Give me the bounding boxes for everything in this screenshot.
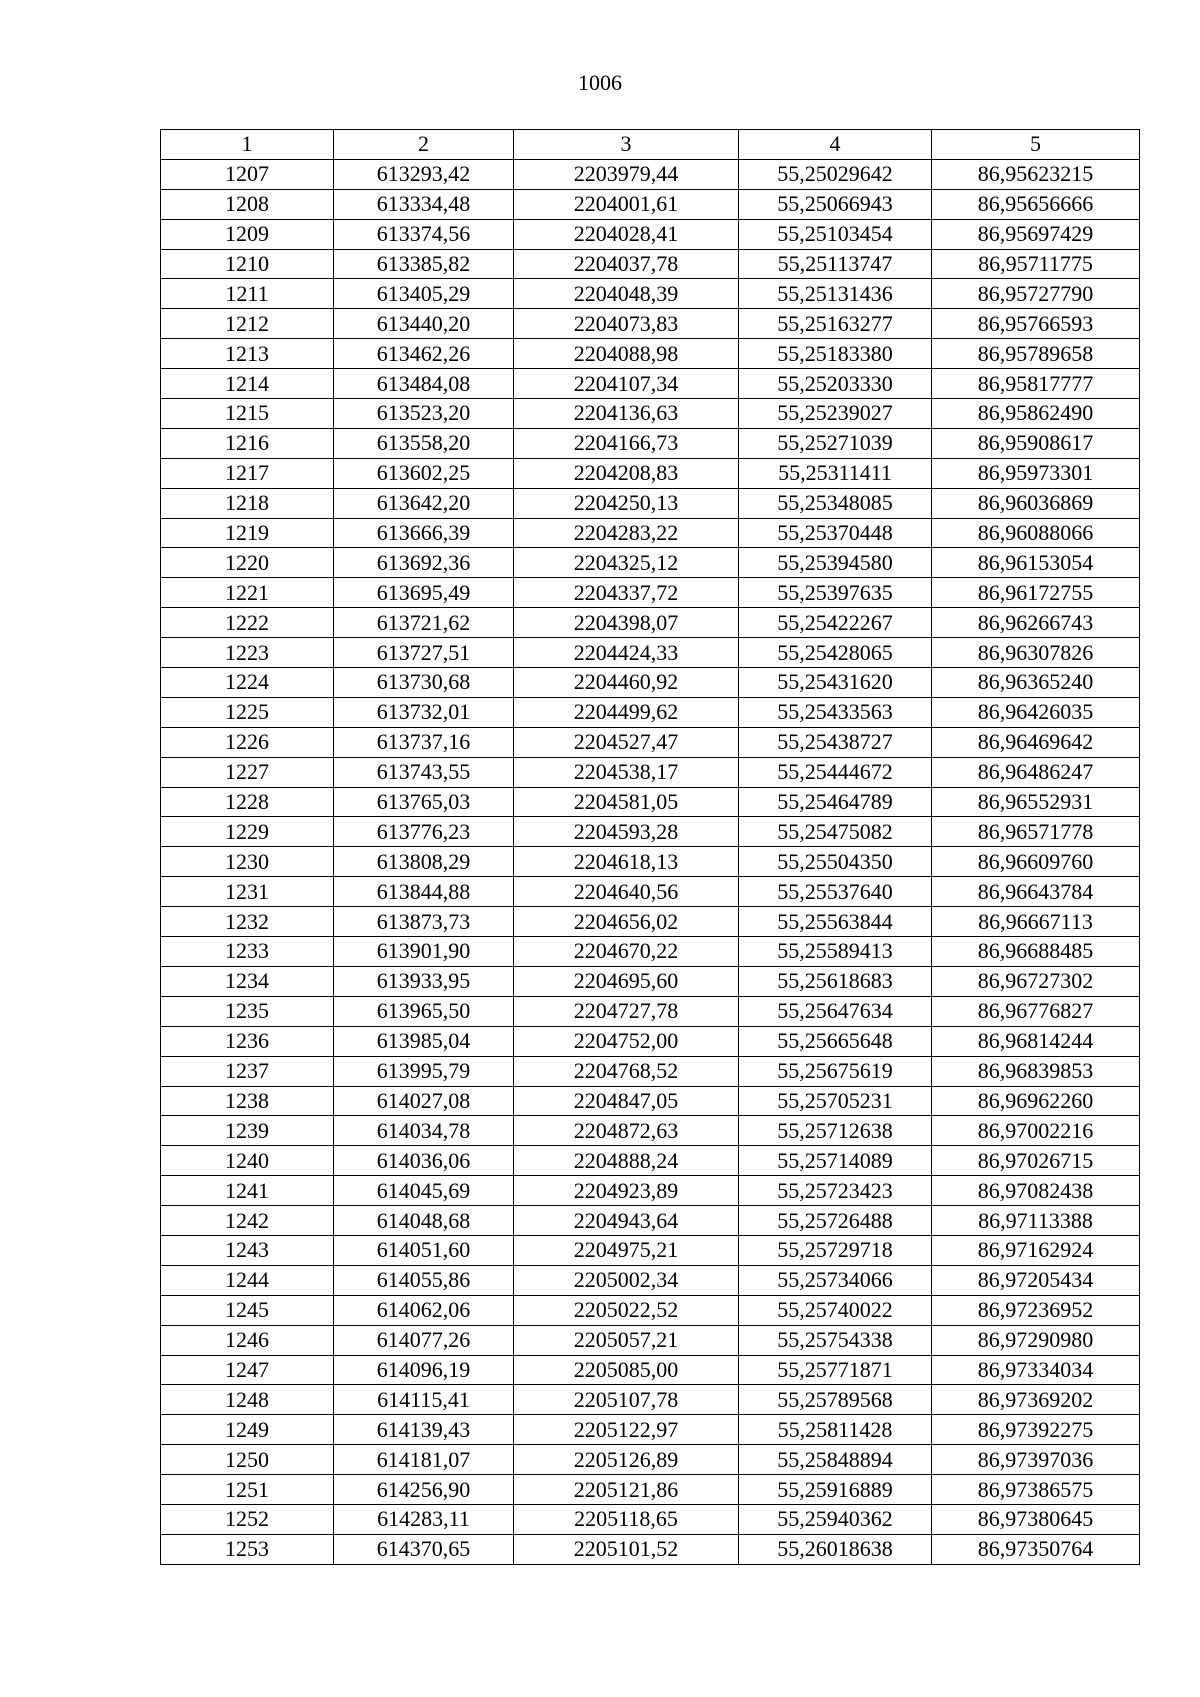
table-cell-col-3: 2204695,60 — [514, 966, 739, 996]
table-cell-col-1: 1211 — [161, 279, 334, 309]
table-cell-col-5: 86,97397036 — [932, 1445, 1140, 1475]
table-cell-col-4: 55,25271039 — [739, 428, 932, 458]
table-cell-col-5: 86,97026715 — [932, 1146, 1140, 1176]
table-cell-col-3: 2204166,73 — [514, 428, 739, 458]
table-cell-col-1: 1226 — [161, 727, 334, 757]
table-cell-col-5: 86,97350764 — [932, 1534, 1140, 1564]
table-cell-col-3: 2205085,00 — [514, 1355, 739, 1385]
table-cell-col-2: 613405,29 — [334, 279, 514, 309]
table-cell-col-3: 2205101,52 — [514, 1534, 739, 1564]
table-row — [161, 1355, 1140, 1385]
table-cell-col-5: 86,97334034 — [932, 1355, 1140, 1385]
table-cell-col-2: 614096,19 — [334, 1355, 514, 1385]
table-cell-col-2: 614283,11 — [334, 1504, 514, 1534]
table-cell-col-2: 614051,60 — [334, 1235, 514, 1265]
table-row — [161, 1475, 1140, 1505]
table-row — [161, 339, 1140, 369]
table-cell-col-3: 2204975,21 — [514, 1235, 739, 1265]
column-header-5: 5 — [932, 130, 1140, 160]
table-cell-col-5: 86,97082438 — [932, 1176, 1140, 1206]
table-cell-col-2: 613732,01 — [334, 697, 514, 727]
table-cell-col-3: 2205118,65 — [514, 1504, 739, 1534]
table-cell-col-4: 55,25665648 — [739, 1026, 932, 1056]
table-cell-col-2: 613985,04 — [334, 1026, 514, 1056]
table-cell-col-5: 86,96486247 — [932, 757, 1140, 787]
table-cell-col-2: 613765,03 — [334, 787, 514, 817]
table-cell-col-1: 1236 — [161, 1026, 334, 1056]
table-cell-col-2: 613334,48 — [334, 189, 514, 219]
table-cell-col-5: 86,96814244 — [932, 1026, 1140, 1056]
table-cell-col-5: 86,95817777 — [932, 369, 1140, 399]
table-cell-col-1: 1245 — [161, 1295, 334, 1325]
table-cell-col-5: 86,96643784 — [932, 877, 1140, 907]
table-cell-col-1: 1224 — [161, 668, 334, 698]
table-row — [161, 1415, 1140, 1445]
table-cell-col-1: 1208 — [161, 189, 334, 219]
table-row — [161, 458, 1140, 488]
table-cell-col-4: 55,25729718 — [739, 1235, 932, 1265]
table-row — [161, 937, 1140, 967]
table-cell-col-3: 2204424,33 — [514, 638, 739, 668]
table-cell-col-4: 55,25589413 — [739, 937, 932, 967]
table-cell-col-1: 1223 — [161, 638, 334, 668]
table-row — [161, 697, 1140, 727]
table-cell-col-5: 86,96688485 — [932, 937, 1140, 967]
table-cell-col-1: 1237 — [161, 1056, 334, 1086]
table-cell-col-2: 613523,20 — [334, 399, 514, 429]
table-cell-col-1: 1217 — [161, 458, 334, 488]
table-cell-col-3: 2205107,78 — [514, 1385, 739, 1415]
table-cell-col-5: 86,96962260 — [932, 1086, 1140, 1116]
column-header-2: 2 — [334, 130, 514, 160]
table-cell-col-3: 2204107,34 — [514, 369, 739, 399]
table-cell-col-2: 614181,07 — [334, 1445, 514, 1475]
table-cell-col-1: 1243 — [161, 1235, 334, 1265]
table-cell-col-2: 613808,29 — [334, 847, 514, 877]
table-cell-col-1: 1220 — [161, 548, 334, 578]
table-cell-col-2: 613965,50 — [334, 996, 514, 1026]
table-cell-col-5: 86,96469642 — [932, 727, 1140, 757]
table-cell-col-4: 55,25712638 — [739, 1116, 932, 1146]
table-cell-col-4: 55,25066943 — [739, 189, 932, 219]
table-row — [161, 1295, 1140, 1325]
table-row — [161, 966, 1140, 996]
table-cell-col-1: 1231 — [161, 877, 334, 907]
table-cell-col-1: 1214 — [161, 369, 334, 399]
table-row — [161, 1325, 1140, 1355]
table-cell-col-1: 1229 — [161, 817, 334, 847]
table-row — [161, 996, 1140, 1026]
table-cell-col-4: 55,25183380 — [739, 339, 932, 369]
table-cell-col-4: 55,25740022 — [739, 1295, 932, 1325]
table-cell-col-5: 86,95623215 — [932, 159, 1140, 189]
table-cell-col-2: 614034,78 — [334, 1116, 514, 1146]
table-cell-col-2: 613776,23 — [334, 817, 514, 847]
table-body — [161, 159, 1140, 1564]
table-row — [161, 608, 1140, 638]
table-cell-col-1: 1228 — [161, 787, 334, 817]
table-cell-col-1: 1222 — [161, 608, 334, 638]
table-cell-col-1: 1240 — [161, 1146, 334, 1176]
table-row — [161, 189, 1140, 219]
table-cell-col-2: 614115,41 — [334, 1385, 514, 1415]
table-cell-col-3: 2204048,39 — [514, 279, 739, 309]
table-cell-col-1: 1221 — [161, 578, 334, 608]
table-cell-col-4: 55,25563844 — [739, 907, 932, 937]
table-cell-col-4: 55,25940362 — [739, 1504, 932, 1534]
table-cell-col-3: 2205121,86 — [514, 1475, 739, 1505]
table-cell-col-4: 55,25397635 — [739, 578, 932, 608]
table-cell-col-1: 1210 — [161, 249, 334, 279]
table-cell-col-5: 86,96266743 — [932, 608, 1140, 638]
table-cell-col-3: 2204283,22 — [514, 518, 739, 548]
table-cell-col-2: 613462,26 — [334, 339, 514, 369]
table-cell-col-3: 2205122,97 — [514, 1415, 739, 1445]
table-cell-col-3: 2204250,13 — [514, 488, 739, 518]
table-cell-col-3: 2204028,41 — [514, 219, 739, 249]
table-cell-col-5: 86,96153054 — [932, 548, 1140, 578]
table-cell-col-4: 55,25726488 — [739, 1206, 932, 1236]
table-cell-col-3: 2204923,89 — [514, 1176, 739, 1206]
table-cell-col-5: 86,96426035 — [932, 697, 1140, 727]
table-cell-col-4: 55,25475082 — [739, 817, 932, 847]
column-header-1: 1 — [161, 130, 334, 160]
table-cell-col-4: 55,25103454 — [739, 219, 932, 249]
table-cell-col-2: 614027,08 — [334, 1086, 514, 1116]
table-row — [161, 249, 1140, 279]
table-cell-col-5: 86,95908617 — [932, 428, 1140, 458]
table-cell-col-3: 2204337,72 — [514, 578, 739, 608]
table-cell-col-5: 86,96172755 — [932, 578, 1140, 608]
table-row — [161, 428, 1140, 458]
table-cell-col-4: 55,25444672 — [739, 757, 932, 787]
table-header-row — [161, 130, 1140, 160]
table-cell-col-2: 613995,79 — [334, 1056, 514, 1086]
table-cell-col-2: 614139,43 — [334, 1415, 514, 1445]
table-cell-col-5: 86,96088066 — [932, 518, 1140, 548]
table-cell-col-5: 86,96307826 — [932, 638, 1140, 668]
table-cell-col-5: 86,96839853 — [932, 1056, 1140, 1086]
table-cell-col-4: 55,25723423 — [739, 1176, 932, 1206]
table-row — [161, 727, 1140, 757]
table-cell-col-2: 613873,73 — [334, 907, 514, 937]
table-cell-col-4: 55,25370448 — [739, 518, 932, 548]
table-cell-col-5: 86,96609760 — [932, 847, 1140, 877]
table-cell-col-2: 613901,90 — [334, 937, 514, 967]
page-number: 1006 — [578, 70, 622, 95]
table-cell-col-5: 86,95766593 — [932, 309, 1140, 339]
table-cell-col-1: 1252 — [161, 1504, 334, 1534]
table-row — [161, 488, 1140, 518]
table-row — [161, 399, 1140, 429]
table-cell-col-2: 613440,20 — [334, 309, 514, 339]
table-cell-col-5: 86,97236952 — [932, 1295, 1140, 1325]
table-cell-col-5: 86,96667113 — [932, 907, 1140, 937]
table-cell-col-2: 613844,88 — [334, 877, 514, 907]
table-cell-col-1: 1225 — [161, 697, 334, 727]
table-cell-col-3: 2204847,05 — [514, 1086, 739, 1116]
table-row — [161, 757, 1140, 787]
table-cell-col-1: 1238 — [161, 1086, 334, 1116]
table-cell-col-5: 86,95697429 — [932, 219, 1140, 249]
table-cell-col-4: 55,25438727 — [739, 727, 932, 757]
column-header-4: 4 — [739, 130, 932, 160]
table-cell-col-4: 55,25504350 — [739, 847, 932, 877]
table-cell-col-4: 55,25811428 — [739, 1415, 932, 1445]
table-cell-col-5: 86,96571778 — [932, 817, 1140, 847]
table-cell-col-3: 2204656,02 — [514, 907, 739, 937]
table-cell-col-3: 2204088,98 — [514, 339, 739, 369]
table-cell-col-5: 86,97392275 — [932, 1415, 1140, 1445]
table-cell-col-2: 614077,26 — [334, 1325, 514, 1355]
table-cell-col-2: 613385,82 — [334, 249, 514, 279]
table-cell-col-2: 614256,90 — [334, 1475, 514, 1505]
table-cell-col-5: 86,95656666 — [932, 189, 1140, 219]
table-cell-col-2: 613721,62 — [334, 608, 514, 638]
table-cell-col-3: 2204888,24 — [514, 1146, 739, 1176]
table-cell-col-5: 86,97369202 — [932, 1385, 1140, 1415]
table-cell-col-3: 2204593,28 — [514, 817, 739, 847]
table-row — [161, 1265, 1140, 1295]
table-cell-col-1: 1209 — [161, 219, 334, 249]
table-cell-col-1: 1250 — [161, 1445, 334, 1475]
table-row — [161, 1146, 1140, 1176]
table-cell-col-4: 55,25433563 — [739, 697, 932, 727]
column-header-3: 3 — [514, 130, 739, 160]
table-row — [161, 1385, 1140, 1415]
table-cell-col-5: 86,96776827 — [932, 996, 1140, 1026]
table-row — [161, 668, 1140, 698]
table-cell-col-2: 613484,08 — [334, 369, 514, 399]
table-cell-col-2: 613727,51 — [334, 638, 514, 668]
table-row — [161, 219, 1140, 249]
table-cell-col-5: 86,96552931 — [932, 787, 1140, 817]
table-cell-col-3: 2204618,13 — [514, 847, 739, 877]
table-cell-col-4: 55,25311411 — [739, 458, 932, 488]
table-cell-col-2: 613692,36 — [334, 548, 514, 578]
table-cell-col-3: 2204398,07 — [514, 608, 739, 638]
table-cell-col-4: 55,25705231 — [739, 1086, 932, 1116]
table-row — [161, 847, 1140, 877]
table-cell-col-5: 86,95862490 — [932, 399, 1140, 429]
table-cell-col-3: 2204325,12 — [514, 548, 739, 578]
table-cell-col-1: 1213 — [161, 339, 334, 369]
table-cell-col-4: 55,25394580 — [739, 548, 932, 578]
table-cell-col-4: 55,25714089 — [739, 1146, 932, 1176]
table-cell-col-1: 1249 — [161, 1415, 334, 1445]
table-cell-col-5: 86,96365240 — [932, 668, 1140, 698]
table-cell-col-4: 55,25618683 — [739, 966, 932, 996]
table-cell-col-1: 1216 — [161, 428, 334, 458]
table-row — [161, 1116, 1140, 1146]
table-cell-col-3: 2205057,21 — [514, 1325, 739, 1355]
table-row — [161, 907, 1140, 937]
table-cell-col-2: 613558,20 — [334, 428, 514, 458]
table-cell-col-4: 55,25848894 — [739, 1445, 932, 1475]
table-cell-col-3: 2203979,44 — [514, 159, 739, 189]
table-cell-col-3: 2204581,05 — [514, 787, 739, 817]
table-row — [161, 159, 1140, 189]
table-row — [161, 309, 1140, 339]
table-cell-col-2: 613602,25 — [334, 458, 514, 488]
table-cell-col-2: 613695,49 — [334, 578, 514, 608]
table-cell-col-1: 1230 — [161, 847, 334, 877]
table-cell-col-3: 2204538,17 — [514, 757, 739, 787]
table-cell-col-3: 2204752,00 — [514, 1026, 739, 1056]
table-cell-col-2: 613293,42 — [334, 159, 514, 189]
table-cell-col-1: 1235 — [161, 996, 334, 1026]
table-cell-col-3: 2204208,83 — [514, 458, 739, 488]
table-cell-col-5: 86,97205434 — [932, 1265, 1140, 1295]
table-cell-col-1: 1244 — [161, 1265, 334, 1295]
table-cell-col-3: 2204001,61 — [514, 189, 739, 219]
table-row — [161, 1504, 1140, 1534]
table-cell-col-1: 1215 — [161, 399, 334, 429]
table-cell-col-1: 1207 — [161, 159, 334, 189]
table-cell-col-1: 1218 — [161, 488, 334, 518]
table-cell-col-5: 86,97386575 — [932, 1475, 1140, 1505]
table-cell-col-1: 1227 — [161, 757, 334, 787]
table-cell-col-4: 55,25113747 — [739, 249, 932, 279]
table-cell-col-3: 2204670,22 — [514, 937, 739, 967]
table-cell-col-2: 613743,55 — [334, 757, 514, 787]
table-cell-col-5: 86,95973301 — [932, 458, 1140, 488]
table-cell-col-4: 55,26018638 — [739, 1534, 932, 1564]
table-cell-col-4: 55,25029642 — [739, 159, 932, 189]
table-cell-col-3: 2204499,62 — [514, 697, 739, 727]
coordinates-table — [160, 129, 1140, 1565]
table-cell-col-3: 2205126,89 — [514, 1445, 739, 1475]
table-cell-col-3: 2205002,34 — [514, 1265, 739, 1295]
table-cell-col-2: 614045,69 — [334, 1176, 514, 1206]
table-cell-col-5: 86,97162924 — [932, 1235, 1140, 1265]
table-cell-col-5: 86,97113388 — [932, 1206, 1140, 1236]
table-cell-col-2: 614036,06 — [334, 1146, 514, 1176]
table-cell-col-2: 614048,68 — [334, 1206, 514, 1236]
table-row — [161, 817, 1140, 847]
table-row — [161, 369, 1140, 399]
table-cell-col-5: 86,97380645 — [932, 1504, 1140, 1534]
table-cell-col-2: 614055,86 — [334, 1265, 514, 1295]
table-cell-col-4: 55,25163277 — [739, 309, 932, 339]
table-cell-col-4: 55,25239027 — [739, 399, 932, 429]
table-cell-col-3: 2204640,56 — [514, 877, 739, 907]
table-cell-col-3: 2204943,64 — [514, 1206, 739, 1236]
table-cell-col-3: 2204073,83 — [514, 309, 739, 339]
table-cell-col-2: 613933,95 — [334, 966, 514, 996]
table-cell-col-1: 1247 — [161, 1355, 334, 1385]
table-row — [161, 279, 1140, 309]
table-cell-col-3: 2204460,92 — [514, 668, 739, 698]
table-cell-col-1: 1248 — [161, 1385, 334, 1415]
table-cell-col-4: 55,25647634 — [739, 996, 932, 1026]
table-cell-col-3: 2204037,78 — [514, 249, 739, 279]
table-cell-col-2: 613737,16 — [334, 727, 514, 757]
table-row — [161, 1206, 1140, 1236]
table-cell-col-2: 613730,68 — [334, 668, 514, 698]
table-cell-col-3: 2205022,52 — [514, 1295, 739, 1325]
table-cell-col-1: 1212 — [161, 309, 334, 339]
table-cell-col-4: 55,25675619 — [739, 1056, 932, 1086]
table-cell-col-1: 1239 — [161, 1116, 334, 1146]
table-cell-col-4: 55,25771871 — [739, 1355, 932, 1385]
table-cell-col-3: 2204768,52 — [514, 1056, 739, 1086]
table-cell-col-1: 1246 — [161, 1325, 334, 1355]
table-row — [161, 787, 1140, 817]
table-row — [161, 1445, 1140, 1475]
table-cell-col-1: 1253 — [161, 1534, 334, 1564]
table-cell-col-5: 86,97290980 — [932, 1325, 1140, 1355]
table-cell-col-2: 613642,20 — [334, 488, 514, 518]
table-cell-col-4: 55,25203330 — [739, 369, 932, 399]
table-cell-col-1: 1233 — [161, 937, 334, 967]
table-cell-col-4: 55,25464789 — [739, 787, 932, 817]
table-cell-col-4: 55,25916889 — [739, 1475, 932, 1505]
table-cell-col-1: 1242 — [161, 1206, 334, 1236]
table-cell-col-4: 55,25537640 — [739, 877, 932, 907]
table-cell-col-3: 2204527,47 — [514, 727, 739, 757]
table-cell-col-4: 55,25431620 — [739, 668, 932, 698]
table-cell-col-4: 55,25789568 — [739, 1385, 932, 1415]
table-cell-col-1: 1251 — [161, 1475, 334, 1505]
table-cell-col-2: 613666,39 — [334, 518, 514, 548]
table-cell-col-5: 86,96727302 — [932, 966, 1140, 996]
table-row — [161, 1026, 1140, 1056]
table-cell-col-1: 1241 — [161, 1176, 334, 1206]
table-cell-col-4: 55,25422267 — [739, 608, 932, 638]
table-row — [161, 1176, 1140, 1206]
table-cell-col-4: 55,25348085 — [739, 488, 932, 518]
table-cell-col-4: 55,25131436 — [739, 279, 932, 309]
table-row — [161, 1056, 1140, 1086]
table-row — [161, 1235, 1140, 1265]
table-cell-col-4: 55,25754338 — [739, 1325, 932, 1355]
table-cell-col-5: 86,95789658 — [932, 339, 1140, 369]
table-cell-col-2: 614370,65 — [334, 1534, 514, 1564]
table-row — [161, 1534, 1140, 1564]
table-row — [161, 548, 1140, 578]
table-cell-col-2: 614062,06 — [334, 1295, 514, 1325]
table-cell-col-5: 86,96036869 — [932, 488, 1140, 518]
table-row — [161, 877, 1140, 907]
table-cell-col-5: 86,97002216 — [932, 1116, 1140, 1146]
table-row — [161, 638, 1140, 668]
table-cell-col-3: 2204872,63 — [514, 1116, 739, 1146]
table-cell-col-4: 55,25734066 — [739, 1265, 932, 1295]
table-row — [161, 1086, 1140, 1116]
table-cell-col-1: 1232 — [161, 907, 334, 937]
table-cell-col-1: 1234 — [161, 966, 334, 996]
table-cell-col-5: 86,95711775 — [932, 249, 1140, 279]
table-cell-col-2: 613374,56 — [334, 219, 514, 249]
table-cell-col-3: 2204136,63 — [514, 399, 739, 429]
table-cell-col-5: 86,95727790 — [932, 279, 1140, 309]
table-cell-col-3: 2204727,78 — [514, 996, 739, 1026]
table-row — [161, 578, 1140, 608]
table-cell-col-1: 1219 — [161, 518, 334, 548]
table-row — [161, 518, 1140, 548]
table-cell-col-4: 55,25428065 — [739, 638, 932, 668]
